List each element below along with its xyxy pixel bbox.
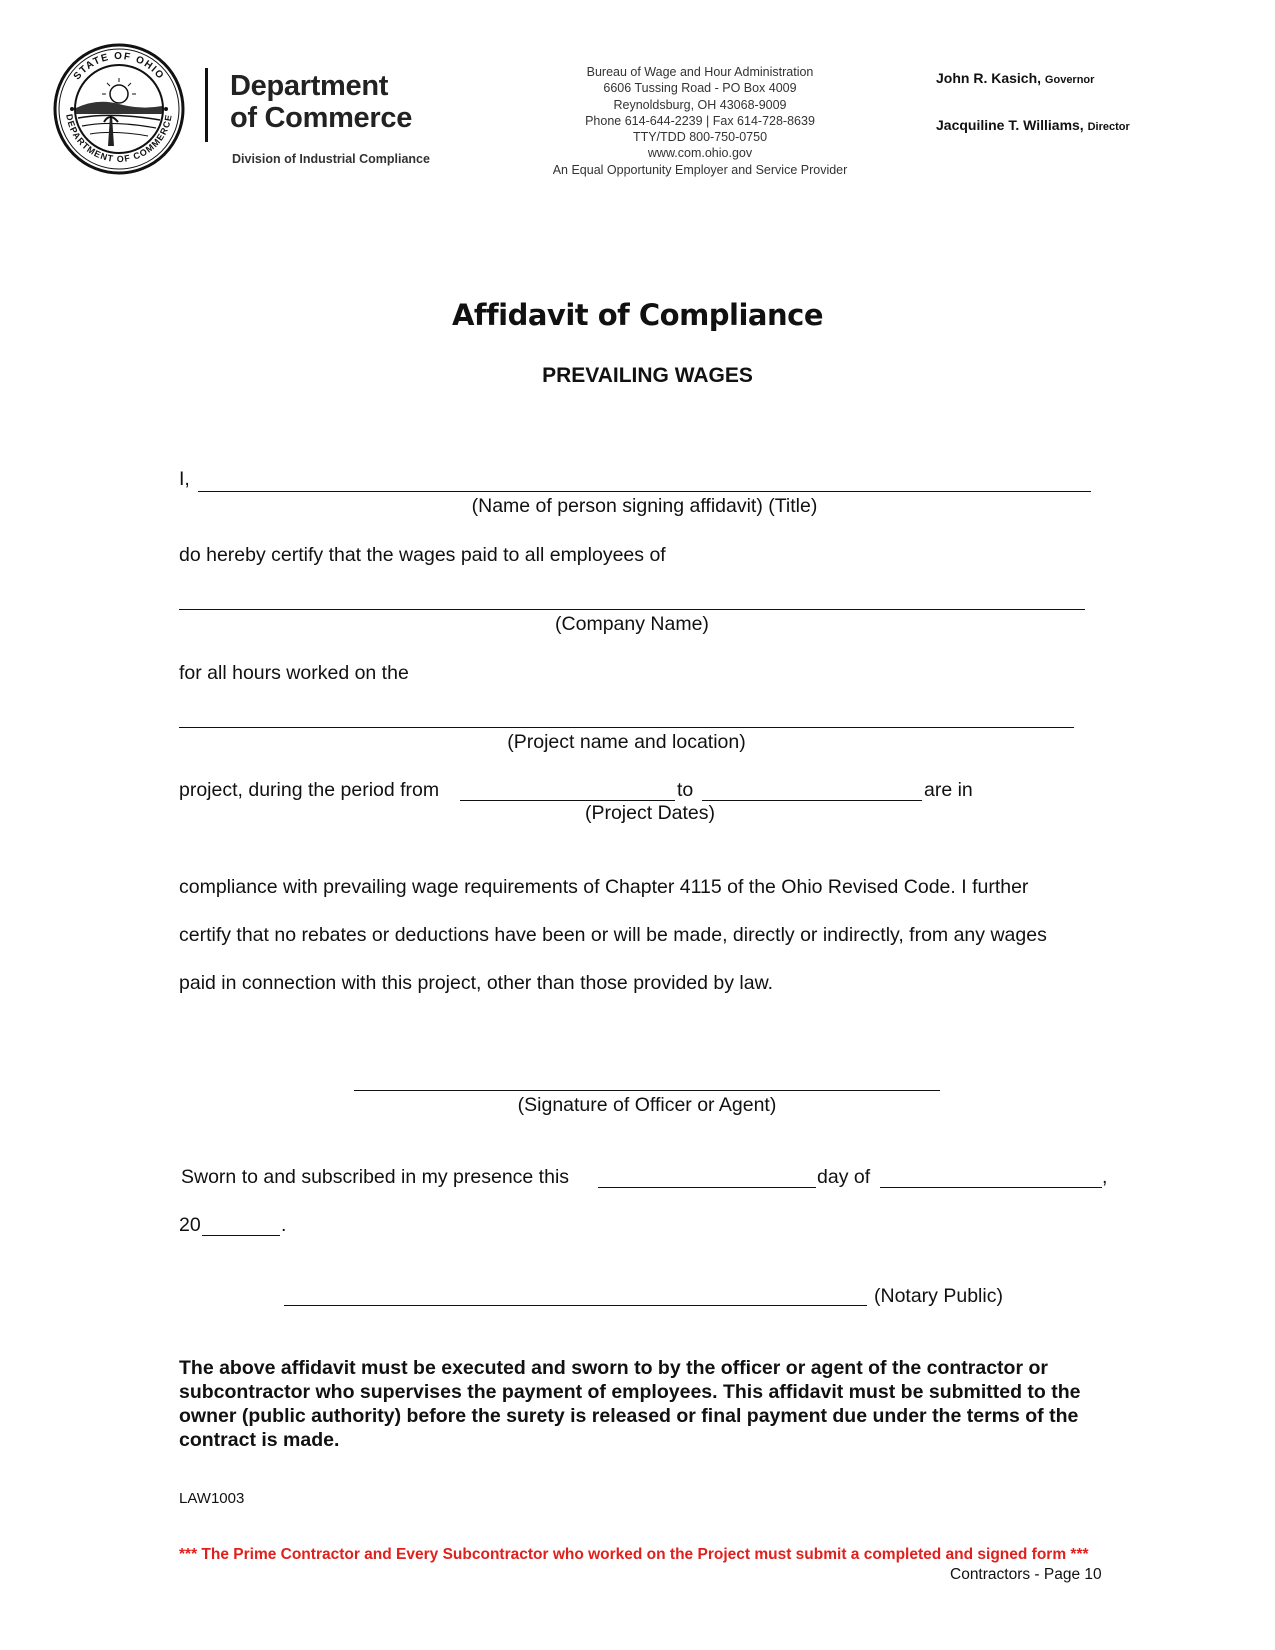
department-name-line2: of Commerce [230,102,413,134]
year-suffix: . [281,1214,287,1236]
submission-notice: *** The Prime Contractor and Every Subcontractor who worked on the Project must submit a completed and signed form *** [179,1546,1089,1563]
document-title: Affidavit of Compliance [451,298,824,332]
official-name: John R. Kasich, [936,70,1042,86]
i-prefix: I, [179,468,190,490]
document-subtitle: PREVAILING WAGES [542,364,753,387]
name-caption: (Name of person signing affidavit) (Title) [471,495,818,517]
compliance-line: certify that no rebates or deductions have been or will be made, directly or indirectly, from any wages [179,924,1047,946]
hours-text: for all hours worked on the [179,662,409,684]
comma-text: , [1102,1166,1108,1188]
official-role: Director [1087,121,1130,133]
name-title-line[interactable] [198,491,1091,492]
project-name-line[interactable] [179,727,1074,728]
compliance-line: paid in connection with this project, other than those provided by law. [179,972,774,994]
official-governor [936,70,1130,117]
year-line[interactable] [202,1235,280,1236]
svg-text:STATE OF OHIO: STATE OF OHIO [71,51,167,83]
sworn-text: Sworn to and subscribed in my presence this [181,1166,570,1188]
official-name: Jacquiline T. Williams, [936,117,1084,133]
signature-caption: (Signature of Officer or Agent) [517,1094,777,1116]
execution-notice: The above affidavit must be executed and sworn to by the officer or agent of the contractor or subcontractor who supervises the payment of employees. This affidavit must be submitted to the owner (public authority) before the surety is released or final payment due under the terms of the contract is made. [179,1357,1081,1451]
sworn-month-line[interactable] [880,1187,1102,1188]
project-caption: (Project name and location) [507,731,746,753]
notary-line[interactable] [284,1305,867,1306]
are-in-text: are in [924,779,973,801]
year-prefix: 20 [179,1214,201,1236]
start-date-line[interactable] [460,800,675,801]
dates-caption: (Project Dates) [584,802,716,824]
compliance-line: compliance with prevailing wage requirements of Chapter 4115 of the Ohio Revised Code. I further [179,876,1029,898]
svg-text:DEPARTMENT OF COMMERCE: DEPARTMENT OF COMMERCE [64,113,174,165]
department-name [230,70,412,134]
to-text: to [677,779,694,801]
official-director [936,117,1130,164]
bureau-line: Reynoldsburg, OH 43068-9009 [613,97,787,112]
end-date-line[interactable] [702,800,922,801]
department-name-line1: Department [230,70,389,102]
period-text: project, during the period from [179,779,440,801]
page-number: Contractors - Page 10 [950,1566,1102,1583]
day-of-text: day of [817,1166,871,1188]
bureau-line: Bureau of Wage and Hour Administration [586,65,814,79]
bureau-line: 6606 Tussing Road - PO Box 4009 [603,81,797,96]
header-divider [205,68,208,142]
form-number: LAW1003 [179,1490,245,1507]
signature-line[interactable] [354,1090,940,1091]
bureau-address-block [515,64,885,178]
bureau-line[interactable]: www.com.ohio.gov [647,146,753,161]
division-name: Division of Industrial Compliance [232,152,430,166]
official-role: Governor [1044,74,1095,86]
ohio-seal-logo [52,42,186,176]
certify-text: do hereby certify that the wages paid to all employees of [179,544,666,566]
company-name-line[interactable] [179,609,1085,610]
bureau-line: An Equal Opportunity Employer and Service Provider [552,162,848,177]
officials-block [936,70,1130,164]
bureau-line: TTY/TDD 800-750-0750 [632,130,768,145]
company-caption: (Company Name) [555,613,709,635]
bureau-line: Phone 614-644-2239 | Fax 614-728-8639 [585,113,815,128]
sworn-day-line[interactable] [598,1187,816,1188]
notary-caption: (Notary Public) [874,1285,1003,1307]
